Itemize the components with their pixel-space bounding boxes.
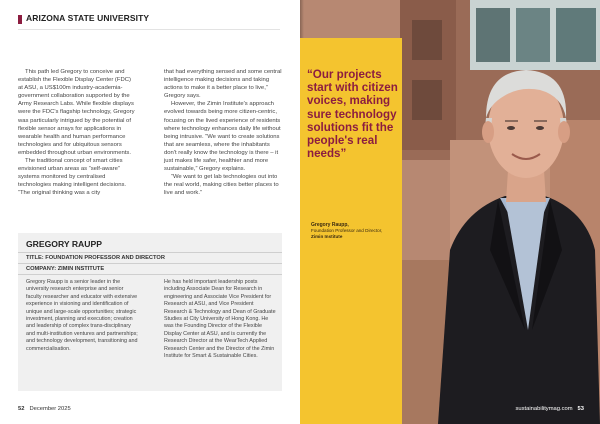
page-number: 53 — [577, 406, 584, 412]
paragraph: However, the Zimin Institute's approach evolved towards being more citizen-centric, focusing on the lived experience of residents where technology enhances daily life without being intrusive. “We want to create solutions that are seamless, where the inhabitants don't really know the technology is there – it just makes life safer, healthier and more sustainable,” Gregory explains. — [164, 101, 281, 173]
quote-role: Foundation Professor and Director, — [311, 228, 383, 234]
quote-name: Gregory Raupp, — [311, 222, 349, 228]
body-column-2 — [164, 68, 282, 198]
section-header — [18, 9, 280, 30]
profile-bio-2: He has held important leadership posts including Associate Dean for Research in engineering and Associate Vice President for Research at ASU, and Vice President Research & Technology and Dean of Graduate Studies at City University of Hong Kong. He was the Founding Director of the Flexible Display Center at ASU, and is currently the Research Director at the WearTech Applied Research Center and the Director of the Zimin Institute for Smart & Sustainable Cities. — [164, 279, 276, 360]
issue-date: December 2025 — [29, 406, 71, 412]
university-name: ARIZONA STATE UNIVERSITY — [26, 13, 150, 23]
profile-bio-1: Gregory Raupp is a senior leader in the university research enterprise and senior faculty researcher and educator with extensive experience in visioning and identification of unique and large-scale opportunities; strategic investment, planning and execution; creation and leadership of complex trans-disciplinary and multi-institution ventures and partnerships; and technology development, transitioning and commercialisation. — [26, 279, 138, 352]
right-folio — [516, 406, 584, 412]
paragraph: This path led Gregory to conceive and establish the Flexible Display Center (FDC) at ASU, a US$100m industry-academia-government collaboration supported by the Army Research Labs. While flexible displays were the FDC's flagship technology, Gregory was particularly intrigued by the potential of flexible sensor arrays for applications in wearable health and human performance technologies and for ubiquitous sensors embedded throughout urban environments. — [18, 69, 135, 156]
pull-quote-panel — [300, 38, 402, 424]
body-column-1 — [18, 68, 136, 198]
profile-box — [18, 233, 282, 391]
site-url: sustainabilitymag.com — [515, 406, 573, 412]
divider — [18, 263, 282, 264]
pull-quote: “Our projects start with citizen voices, making sure technology solutions fit the people's real needs” — [307, 68, 398, 161]
quote-institution: Zimin Institute — [311, 233, 343, 239]
paragraph: The traditional concept of smart cities envisioned urban areas as “self-aware” systems monitored by centralised technologies making intelligent decisions. “The original thinking was a city — [18, 158, 127, 197]
divider — [18, 252, 282, 253]
paragraph: “We want to get lab technologies out into the real world, making cities better places to live and work.” — [164, 174, 279, 197]
divider — [18, 274, 282, 275]
profile-company: COMPANY: ZIMIN INSTITUTE — [26, 266, 105, 272]
profile-title: TITLE: FOUNDATION PROFESSOR AND DIRECTOR — [26, 255, 165, 261]
header-accent-mark — [18, 15, 22, 24]
left-folio — [18, 406, 71, 412]
profile-name: GREGORY RAUPP — [26, 239, 102, 249]
page-number: 52 — [18, 406, 25, 412]
right-page — [300, 0, 600, 424]
paragraph: that had everything sensed and some central intelligence making decisions and taking actions to make it a better place to live,” Gregory says. — [164, 69, 282, 100]
quote-attribution — [311, 223, 391, 239]
